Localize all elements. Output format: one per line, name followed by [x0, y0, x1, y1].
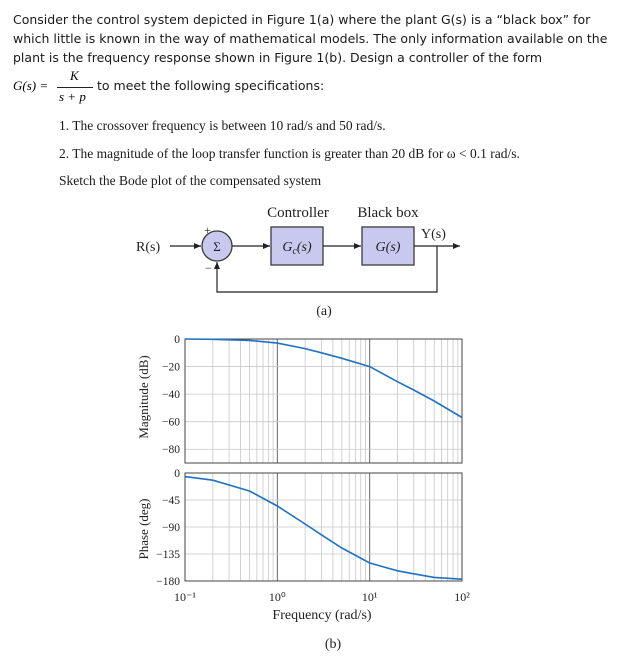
- phase-axis-label: Phase (deg): [136, 498, 151, 560]
- phase-curve: [185, 477, 462, 580]
- phase-y-tick-label: −180: [156, 576, 180, 588]
- controller-block-label: $G_c(s)$: [282, 240, 312, 257]
- controller-title: Controller: [267, 205, 329, 221]
- task-text: Sketch the Bode plot of the compensated system: [59, 173, 322, 188]
- plant-block-label: G(s): [375, 240, 401, 255]
- formula-lhs: G(s) =: [13, 78, 49, 93]
- spec-item-1: 1. The crossover frequency is between 10 rad/s and 50 rad/s.: [59, 118, 386, 133]
- formula-denominator: s + p: [59, 89, 86, 104]
- plus-sign: +: [204, 223, 211, 237]
- frequency-tick-labels: [174, 590, 470, 604]
- magnitude-frame: [185, 339, 462, 463]
- minus-sign: −: [205, 261, 212, 275]
- magnitude-curve: [185, 339, 462, 418]
- magnitude-y-tick-label: 0: [174, 334, 180, 346]
- problem-line-3: plant is the frequency response shown in Figure 1(b). Design a controller of the form: [13, 50, 543, 65]
- phase-y-tick-label: −90: [162, 522, 180, 534]
- figure-b-caption: (b): [324, 637, 342, 652]
- frequency-axis-label: Frequency (rad/s): [272, 608, 372, 623]
- problem-line-2: which little is known in the way of mathematical models. The only information available on the: [13, 31, 608, 46]
- phase-y-tick-label: −135: [156, 549, 180, 561]
- spec-item-2: 2. The magnitude of the loop transfer function is greater than 20 dB for ω < 0.1 rad/s.: [59, 146, 520, 161]
- sum-symbol: Σ: [213, 239, 221, 254]
- frequency-tick-label: 10⁰: [268, 590, 286, 604]
- figure-a-caption: (a): [316, 304, 332, 319]
- input-label: R(s): [136, 240, 161, 255]
- bode-plot: [0, 328, 638, 657]
- magnitude-y-tick-label: −80: [162, 444, 180, 457]
- phase-grid: [185, 473, 462, 581]
- magnitude-axis-label: Magnitude (dB): [136, 355, 151, 439]
- formula-tail: to meet the following specifications:: [97, 78, 325, 93]
- magnitude-y-tick-label: −40: [162, 389, 180, 402]
- plant-title: Black box: [357, 205, 419, 221]
- phase-y-tick-label: 0: [174, 468, 180, 480]
- phase-tick-labels: [156, 468, 180, 588]
- magnitude-tick-labels: [162, 334, 180, 456]
- frequency-tick-label: 10⁻¹: [174, 590, 196, 604]
- frequency-tick-label: 10²: [454, 590, 470, 604]
- phase-y-tick-label: −45: [162, 495, 180, 507]
- magnitude-grid: [185, 339, 462, 463]
- formula-numerator: K: [70, 68, 79, 83]
- magnitude-y-tick-label: −20: [162, 361, 180, 374]
- magnitude-y-tick-label: −60: [162, 416, 180, 429]
- frequency-tick-label: 10¹: [361, 590, 378, 604]
- problem-line-1: Consider the control system depicted in Figure 1(a) where the plant G(s) is a “black box” for: [13, 12, 591, 27]
- output-label: Y(s): [421, 227, 446, 242]
